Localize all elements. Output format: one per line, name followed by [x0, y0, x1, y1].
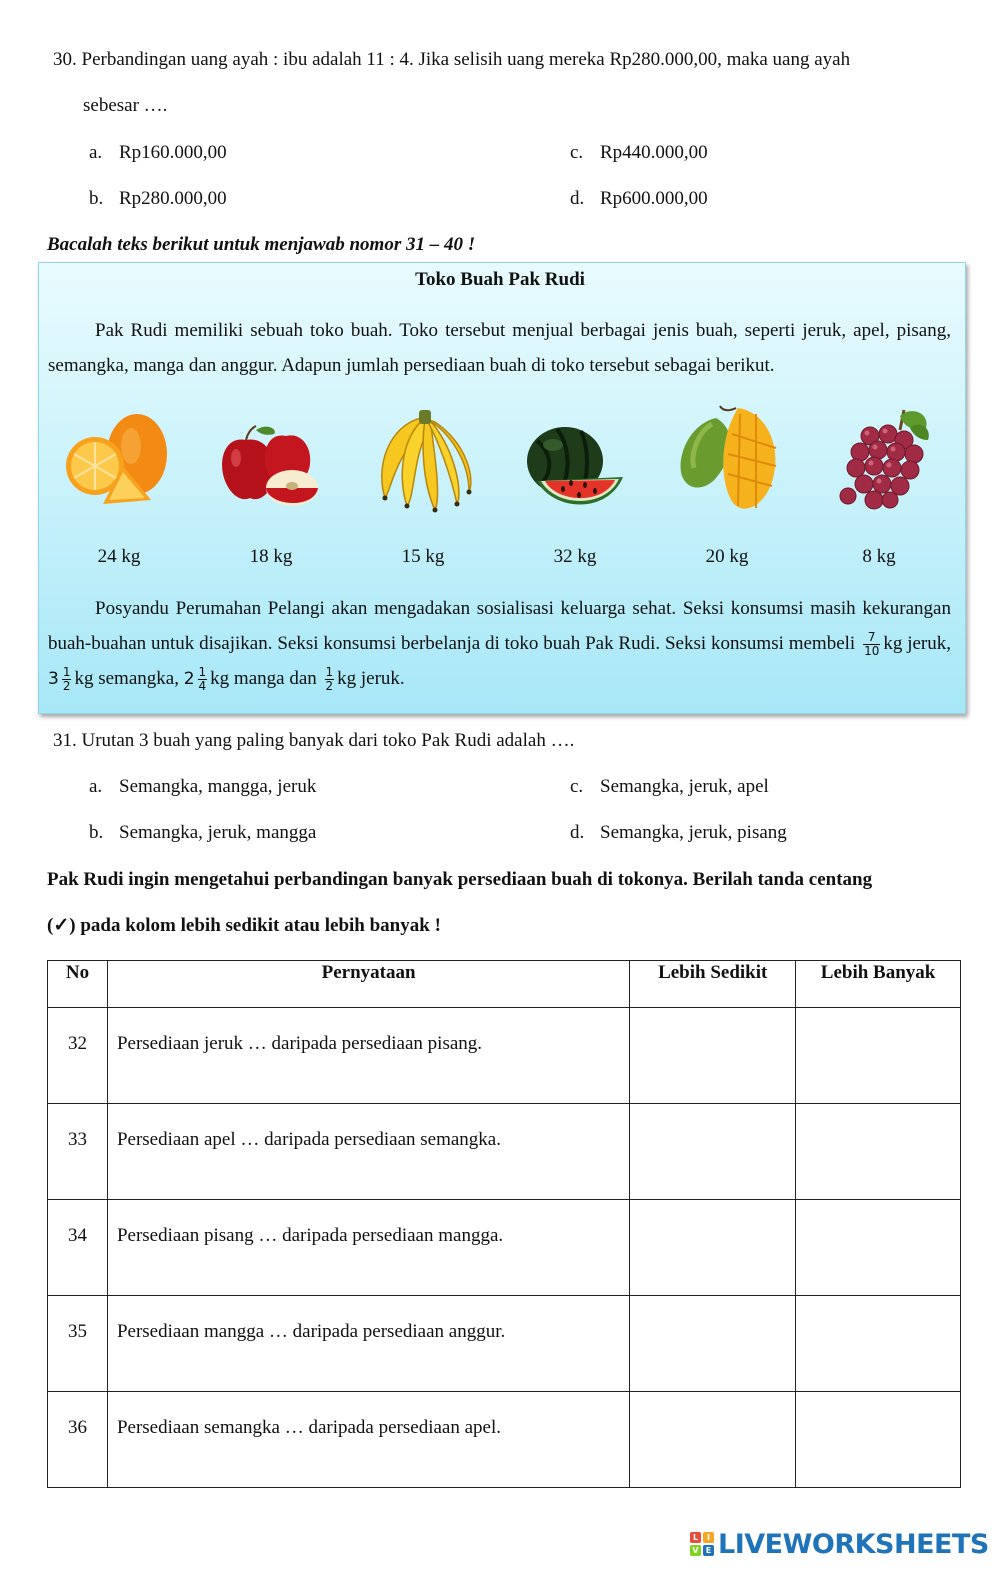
- row-number: 35: [48, 1296, 108, 1392]
- mixed-number-fraction: [62, 666, 72, 693]
- option-text: Semangka, mangga, jeruk: [119, 776, 317, 797]
- apple-image: [216, 412, 326, 524]
- header-less: Lebih Sedikit: [630, 961, 796, 1008]
- q31-option-c[interactable]: [570, 775, 769, 799]
- fraction-denominator: 10: [864, 644, 880, 659]
- option-text: Rp600.000,00: [600, 188, 708, 209]
- header-statement: Pernyataan: [107, 961, 629, 1008]
- table-header-row: [48, 961, 961, 1008]
- less-checkbox-cell[interactable]: [630, 1200, 796, 1296]
- fraction-numerator: 1: [325, 665, 334, 680]
- banana-weight: 15 kg: [401, 546, 445, 567]
- paragraph-2-text-d: kg jeruk.: [337, 668, 405, 689]
- q30-option-d[interactable]: [570, 187, 708, 211]
- logo-mark-l: L: [690, 1532, 701, 1543]
- fraction-denominator: 4: [198, 679, 207, 694]
- row-statement: Persediaan pisang … daripada persediaan mangga.: [107, 1200, 629, 1296]
- q31-line: [53, 729, 574, 753]
- more-checkbox-cell[interactable]: [796, 1296, 961, 1392]
- table-instruction-line1: Pak Rudi ingin mengetahui perbandingan banyak persediaan buah di tokonya. Berilah tanda centang: [47, 869, 873, 890]
- textbox-paragraph-2: [48, 591, 951, 697]
- option-letter: a.: [89, 142, 103, 163]
- q30-option-c[interactable]: [570, 141, 708, 165]
- less-checkbox-cell[interactable]: [630, 1008, 796, 1104]
- textbox-paragraph-1: [48, 313, 951, 383]
- row-number: 34: [48, 1200, 108, 1296]
- row-number: 36: [48, 1392, 108, 1488]
- table-row: [48, 1296, 961, 1392]
- orange-weight: 24 kg: [97, 546, 141, 567]
- fraction-numerator: 7: [863, 631, 880, 645]
- q30-line1: [53, 48, 850, 72]
- fraction-numerator: 1: [62, 665, 71, 680]
- q30-text: Perbandingan uang ayah : ibu adalah 11 : 4. Jika selisih uang mereka Rp280.000,00, maka uang ayah: [81, 49, 851, 70]
- fraction-numerator: 1: [198, 665, 207, 680]
- q30-line2: sebesar ….: [83, 95, 168, 116]
- more-checkbox-cell[interactable]: [796, 1200, 961, 1296]
- table-row: [48, 1104, 961, 1200]
- paragraph-2-text: Posyandu Perumahan Pelangi akan mengadakan sosialisasi keluarga sehat. Seksi konsumsi masih kekurangan buah-buahan untuk disajikan. Seksi konsumsi berbelanja di toko buah Pak Rudi. Seksi konsumsi membeli: [48, 598, 951, 654]
- table-instruction-line2: (✓) pada kolom lebih sedikit atau lebih banyak !: [47, 915, 441, 936]
- q30-number: 30.: [53, 49, 77, 70]
- table-row: [48, 1008, 961, 1104]
- logo-mark-e: E: [703, 1545, 714, 1556]
- option-text: Semangka, jeruk, apel: [600, 776, 769, 797]
- row-number: 32: [48, 1008, 108, 1104]
- watermelon-image: [523, 413, 633, 525]
- q31-text: Urutan 3 buah yang paling banyak dari toko Pak Rudi adalah ….: [81, 730, 575, 751]
- mixed-number-fraction: [198, 666, 208, 693]
- banana-image: [369, 406, 479, 518]
- option-letter: c.: [570, 776, 584, 797]
- table-row: [48, 1392, 961, 1488]
- comparison-table: [47, 960, 961, 1488]
- reading-instruction: Bacalah teks berikut untuk menjawab nomor 31 – 40 !: [47, 234, 476, 255]
- grape-weight: 8 kg: [862, 546, 896, 567]
- fraction-denominator: 2: [325, 679, 334, 694]
- row-number: 33: [48, 1104, 108, 1200]
- row-statement: Persediaan apel … daripada persediaan semangka.: [107, 1104, 629, 1200]
- paragraph-1-text: Pak Rudi memiliki sebuah toko buah. Toko tersebut menjual berbagai jenis buah, seperti jeruk, apel, pisang, semangka, manga dan anggur. Adapun jumlah persediaan buah di toko tersebut sebagai berikut.: [48, 320, 951, 376]
- paragraph-2-text-b: kg semangka,: [74, 668, 179, 689]
- option-text: Rp160.000,00: [119, 142, 227, 163]
- table-row: [48, 1200, 961, 1296]
- fraction-1-2: [325, 666, 335, 693]
- more-checkbox-cell[interactable]: [796, 1104, 961, 1200]
- header-more: Lebih Banyak: [796, 961, 961, 1008]
- more-checkbox-cell[interactable]: [796, 1008, 961, 1104]
- mango-image: [676, 404, 786, 516]
- mixed-number-whole: 2: [183, 669, 195, 689]
- option-text: Rp440.000,00: [600, 142, 708, 163]
- q30-option-a[interactable]: [89, 141, 227, 165]
- option-letter: d.: [570, 822, 585, 843]
- fraction-7-10: [863, 631, 880, 658]
- option-text: Semangka, jeruk, pisang: [600, 822, 787, 843]
- logo-mark-i: I: [703, 1532, 714, 1543]
- grape-image: [830, 406, 940, 518]
- more-checkbox-cell[interactable]: [796, 1392, 961, 1488]
- paragraph-2-text-a: kg jeruk,: [883, 633, 951, 654]
- paragraph-2-text-c: kg manga dan: [210, 668, 317, 689]
- option-letter: d.: [570, 188, 585, 209]
- logo-mark-icon: [690, 1532, 714, 1556]
- q31-option-b[interactable]: [89, 821, 316, 845]
- logo-text: LIVEWORKSHEETS: [718, 1528, 989, 1560]
- q31-number: 31.: [53, 730, 77, 751]
- option-letter: c.: [570, 142, 584, 163]
- row-statement: Persediaan semangka … daripada persediaan apel.: [107, 1392, 629, 1488]
- header-no: No: [48, 961, 108, 1008]
- option-letter: b.: [89, 188, 104, 209]
- mixed-number-whole: 3: [48, 669, 59, 689]
- q30-option-b[interactable]: [89, 187, 227, 211]
- less-checkbox-cell[interactable]: [630, 1392, 796, 1488]
- less-checkbox-cell[interactable]: [630, 1296, 796, 1392]
- row-statement: Persediaan jeruk … daripada persediaan pisang.: [107, 1008, 629, 1104]
- watermelon-weight: 32 kg: [553, 546, 597, 567]
- q31-option-a[interactable]: [89, 775, 316, 799]
- mango-weight: 20 kg: [705, 546, 749, 567]
- liveworksheets-logo[interactable]: [690, 1526, 989, 1562]
- less-checkbox-cell[interactable]: [630, 1104, 796, 1200]
- q31-option-d[interactable]: [570, 821, 787, 845]
- textbox-title: Toko Buah Pak Rudi: [415, 269, 585, 290]
- option-letter: b.: [89, 822, 104, 843]
- apple-weight: 18 kg: [249, 546, 293, 567]
- option-text: Semangka, jeruk, mangga: [119, 822, 317, 843]
- logo-mark-v: V: [690, 1545, 701, 1556]
- orange-image: [63, 404, 173, 516]
- fraction-denominator: 2: [62, 679, 71, 694]
- row-statement: Persediaan mangga … daripada persediaan anggur.: [107, 1296, 629, 1392]
- option-letter: a.: [89, 776, 103, 797]
- option-text: Rp280.000,00: [119, 188, 227, 209]
